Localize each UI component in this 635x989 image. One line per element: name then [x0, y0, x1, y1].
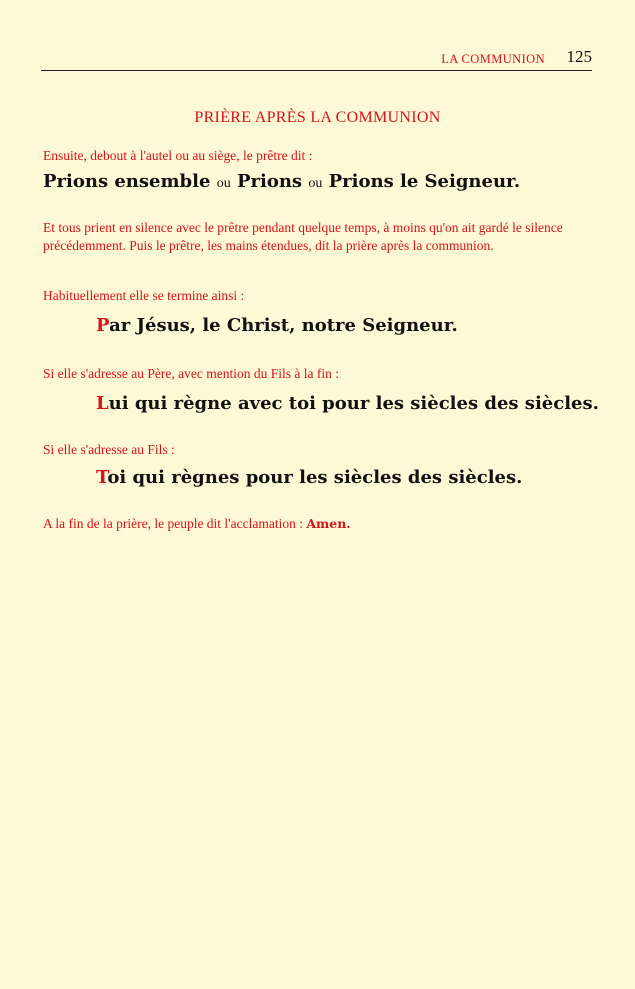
- invitation-part-3: Prions le Seigneur.: [328, 171, 521, 192]
- conclusion-standard-text: ar Jésus, le Christ, notre Seigneur.: [109, 315, 458, 336]
- rubric-usual-ending: Habituellement elle se termine ainsi :: [43, 288, 245, 303]
- conclusion-to-son-initial: T: [96, 467, 108, 488]
- rubric-intro: Ensuite, debout à l'autel ou au siège, le prêtre dit :: [43, 148, 313, 163]
- conclusion-to-father-initial: L: [96, 393, 109, 414]
- conclusion-standard-initial: P: [96, 315, 110, 336]
- invitation-part-1: Prions ensemble: [43, 171, 211, 192]
- page-number: 125: [566, 47, 592, 66]
- rubric-to-father: Si elle s'adresse au Père, avec mention du Fils à la fin :: [43, 366, 339, 381]
- amen-response: Amen.: [306, 516, 351, 531]
- rubric-silence: Et tous prient en silence avec le prêtre pendant quelque temps, à moins qu'on ait gardé le silence précédemment. Puis le prêtre, les mains étendues, dit la prière après la communion.: [43, 220, 563, 253]
- conclusion-to-father-text: ui qui règne avec toi pour les siècles des siècles.: [108, 393, 599, 414]
- invitation-or-1: ou: [216, 176, 231, 191]
- page-header: [41, 46, 592, 71]
- conclusion-to-son-text: oi qui règnes pour les siècles des siècles.: [107, 467, 523, 488]
- conclusion-to-father: [96, 393, 599, 414]
- invitation-or-2: ou: [308, 176, 323, 191]
- running-head: LA COMMUNION: [441, 52, 545, 66]
- rubric-acclamation: [43, 515, 592, 533]
- rubric-to-son: Si elle s'adresse au Fils :: [43, 442, 175, 457]
- invitation-part-2: Prions: [236, 171, 303, 192]
- section-title: PRIÈRE APRÈS LA COMMUNION: [194, 109, 441, 126]
- rubric-acclamation-text: A la fin de la prière, le peuple dit l'acclamation :: [43, 516, 303, 531]
- conclusion-standard: [96, 315, 458, 336]
- invitation-to-prayer: [43, 171, 520, 192]
- conclusion-to-son: [96, 467, 522, 488]
